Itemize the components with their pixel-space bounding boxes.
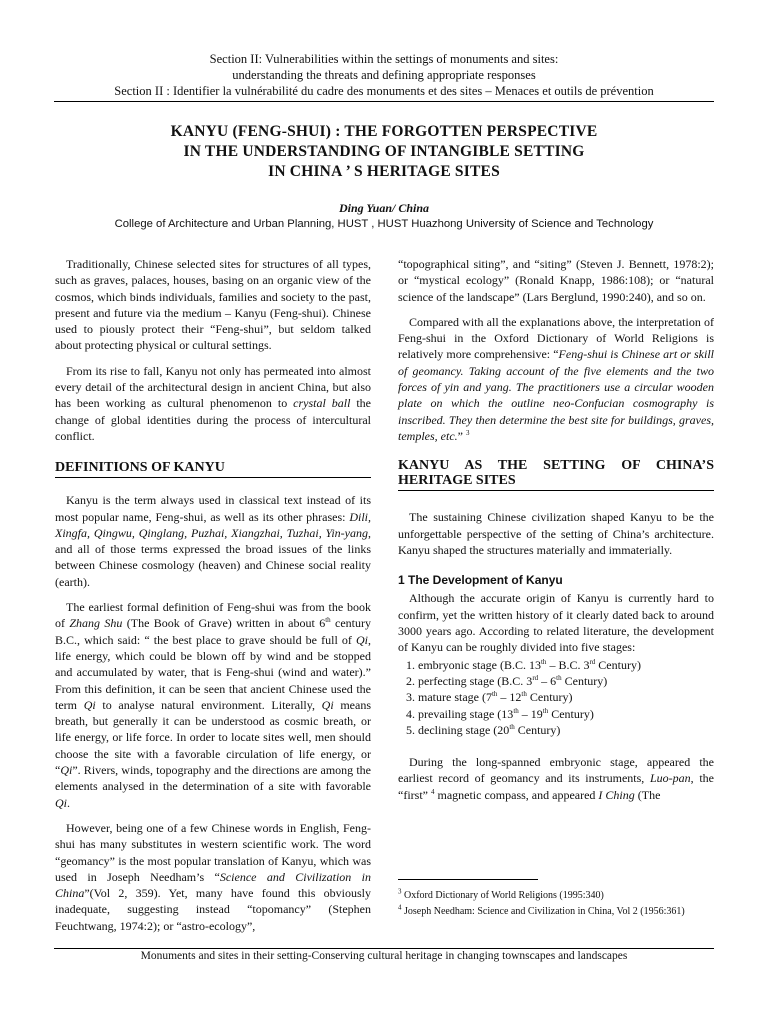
affiliation: College of Architecture and Urban Planning, HUST , HUST Huazhong University of Science and Technology xyxy=(114,218,654,230)
stage-item: 3. mature stage (7th – 12th Century) xyxy=(406,690,573,705)
footnote-rule xyxy=(398,879,538,880)
title-line-2: IN THE UNDERSTANDING OF INTANGIBLE SETTING xyxy=(183,143,585,160)
header-line-2: understanding the threats and defining appropriate responses xyxy=(232,68,536,82)
right-column xyxy=(398,256,714,812)
paragraph: Kanyu is the term always used in classical text instead of its most popular name, Feng-shui, as well as its other phrases: Dili, Xingfa, Qingwu, Qinglang, Puzhai, Xiangzhai, Tuzhai, Yin-yang, and all of those terms expressed the broad issues of the links between Chinese cosmology (heaven) and Chinese social reality (earth). xyxy=(55,493,371,589)
section-heading-definitions: DEFINITIONS OF KANYU xyxy=(55,460,371,478)
paragraph: Traditionally, Chinese selected sites for structures of all types, such as graves, palaces, houses, basing on an organic view of the cosmos, which binds individuals, families and society to the past, present and future via the medium – Kanyu (Feng-shui). Chinese used to piously protect their “Feng-shui”, but seldom talked about protecting physical or cultural settings. xyxy=(55,257,371,353)
paragraph: The earliest formal definition of Feng-shui was from the book of Zhang Shu (The Book of Grave) written in about 6th century B.C., which said: “ the best place to grave should be full of Qi, life energy, which could be blown off by wind and be stopped and accumulated by water, that is Feng-shui (wind and water).” From this definition, it can be seen that ancient Chinese used the term Qi to analyse natural environment. Literally, Qi means breath, but generally it can be understood as cosmic breath, or life energy, or life force. In order to locate sites well, men should choose the site with a favorable circulation of life energy, or “Qi”. Rivers, winds, topography and the directions are among the elements analysed in the determination of a site with favorable Qi. xyxy=(55,600,372,810)
stage-item: 2. perfecting stage (B.C. 3rd – 6th Century) xyxy=(406,673,608,688)
paragraph: “topographical siting”, and “siting” (Steven J. Bennett, 1978:2); or “mystical ecology” (Ronald Knapp, 1986:108); or “natural science of the landscape” (Lars Berglund, 1990:240), and so on. xyxy=(398,257,714,304)
subsection-heading: 1 The Development of Kanyu xyxy=(398,573,563,588)
header-line-1: Section II: Vulnerabilities within the settings of monuments and sites: xyxy=(209,52,559,66)
section-heading-setting: KANYU AS THE SETTING OF CHINA’S HERITAGE SITES xyxy=(398,458,714,491)
paragraph: However, being one of a few Chinese words in English, Feng-shui has many substitutes in western scientific work. The word “geomancy” is the most popular translation of Kanyu, which was used in Joseph Needham’s “Science and Civilization in China”(Vol 2, 359). Yet, many have found this obviously inadequate, suggesting instead “topomancy” (Stephen Feuchtwang, 1974:2); or “astro-ecology”, xyxy=(55,820,371,933)
paragraph: The sustaining Chinese civilization shaped Kanyu to be the unforgettable perspective of the setting of China’s architecture. Kanyu shaped the structures materially and immaterially. xyxy=(398,510,714,557)
stage-item: 1. embryonic stage (B.C. 13th – B.C. 3rd Century) xyxy=(406,657,641,672)
title-line-3: IN CHINA ’ S HERITAGE SITES xyxy=(268,163,500,180)
paragraph: From its rise to fall, Kanyu not only has permeated into almost every detail of the architectural design in ancient China, but also has been working as cultural phenomenon to crystal ball the change of global identities during the process of intercultural conflict. xyxy=(55,363,371,443)
title-line-1: KANYU (FENG-SHUI) : THE FORGOTTEN PERSPECTIVE xyxy=(170,123,598,140)
paragraph: Compared with all the explanations above, the interpretation of Feng-shui in the Oxford Dictionary of World Religions is relatively more comprehensive: “Feng-shui is Chinese art or skill of geomancy. Taking account of the five elements and the two forces of yin and yang. The practitioners use a circular wooden plate on which the outline neo-Confucian cosmography is inscribed. They then determine the best site for buildings, graves, temples, etc.” $^3$ xyxy=(398,314,714,443)
left-column xyxy=(55,256,371,943)
footnote-3: $^3$ Oxford Dictionary of World Religions (1995:340) xyxy=(398,887,604,901)
paper-title xyxy=(40,122,728,182)
paragraph: During the long-spanned embryonic stage, appeared the earliest record of geomancy and its instruments, Luo-pan, the “first” $^4$ magnetic compass, and appeared I Ching (The xyxy=(398,755,714,802)
running-footer: Monuments and sites in their setting-Conserving cultural heritage in changing townscapes and landscapes xyxy=(140,950,628,962)
header-rule xyxy=(54,101,714,102)
stage-item: 5. declining stage (20th Century) xyxy=(406,722,561,737)
footnote-4: $^4$ Joseph Needham: Science and Civilization in China, Vol 2 (1956:361) xyxy=(398,903,685,917)
header-line-3: Section II : Identifier la vulnérabilité du cadre des monuments et des sites – Menaces et outils de prévention xyxy=(114,84,654,98)
footer-rule xyxy=(54,948,714,949)
author: Ding Yuan/ China xyxy=(338,201,430,215)
stage-item: 4. prevailing stage (13th – 19th Century) xyxy=(406,706,594,721)
running-header xyxy=(40,51,728,99)
paragraph: Although the accurate origin of Kanyu is currently hard to confirm, yet the written history of it clearly dated back to around 3000 years ago. According to related literature, the development of Kanyu can be roughly divided into five stages: xyxy=(398,591,714,655)
